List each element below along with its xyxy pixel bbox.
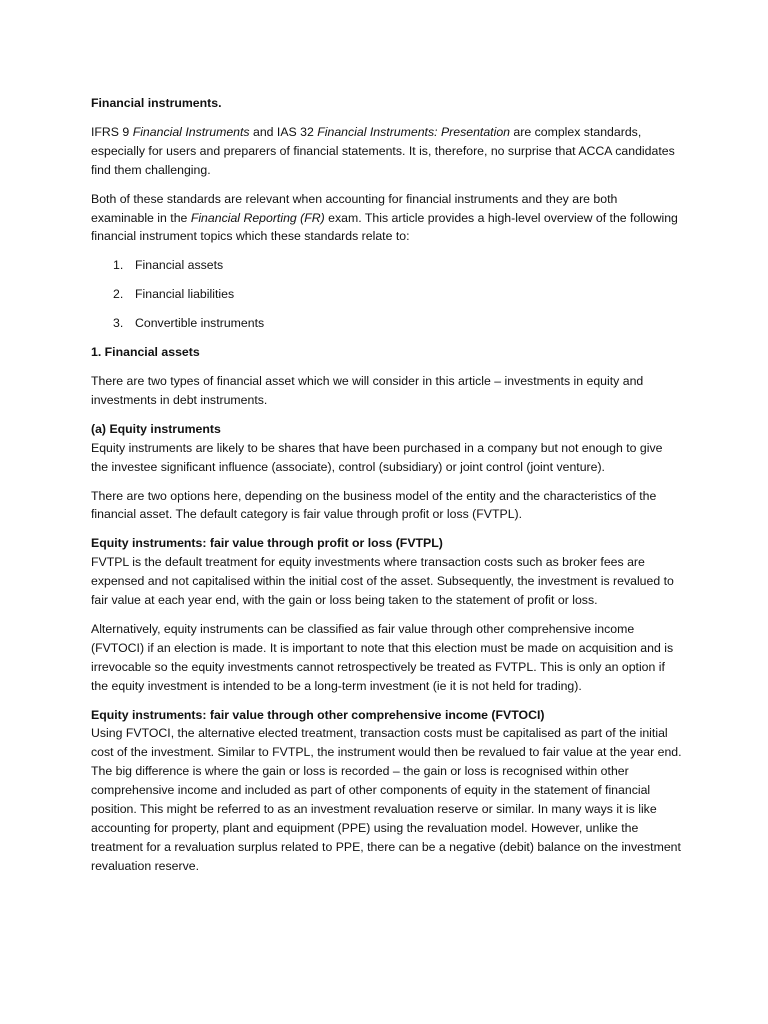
standards-italic-1: Financial Reporting (FR) xyxy=(190,210,325,225)
equity-instruments-heading: (a) Equity instruments xyxy=(91,421,221,436)
document-title: Financial instruments. xyxy=(91,96,222,110)
fvtoci-paragraph-1: Using FVTOCI, the alternative elected treatment, transaction costs must be capitalised as part of the initial cost of the investment. Similar to FVTPL, the instrument would then be revalued to fair value at the year end. The big difference is where the gain or loss is recorded – the gain or loss is recognised within other comprehensive income and included as part of other components of equity in the statement of financial position. This might be referred to as an investment revaluation reserve or similar. In many ways it is like accounting for property, plant and equipment (PPE) using the revaluation model. However, unlike the treatment for a revaluation surplus related to PPE, there can be a negative (debit) balance on the investment revaluation reserve. xyxy=(91,726,682,873)
fvtoci-heading: Equity instruments: fair value through other comprehensive income (FVTOCI) xyxy=(91,707,545,722)
standards-text-1: Both of these standards are relevant when accounting for financial instruments and they are both examinable in the xyxy=(91,191,618,225)
section-heading-financial-assets: 1. Financial assets xyxy=(91,345,200,360)
list-item xyxy=(91,285,682,304)
list-item xyxy=(91,256,682,275)
fvtpl-heading: Equity instruments: fair value through profit or loss (FVTPL) xyxy=(91,536,443,551)
intro-italic-2: Financial Instruments: Presentation xyxy=(317,124,510,139)
topics-list xyxy=(91,256,682,333)
standards-paragraph xyxy=(91,190,682,247)
intro-text-2: and IAS 32 xyxy=(249,124,318,139)
list-item-number: 3. xyxy=(113,316,124,331)
standards-text-2: exam. This article provides a high-level overview of the following financial instrument topics which these standards relate to: xyxy=(91,210,678,244)
equity-paragraph-2: There are two options here, depending on the business model of the entity and the characteristics of the financial asset. The default category is fair value through profit or loss (FVTPL). xyxy=(91,488,657,522)
list-item-number: 1. xyxy=(113,258,124,273)
list-item-label: Convertible instruments xyxy=(135,316,265,331)
list-item-number: 2. xyxy=(113,287,124,302)
list-item-label: Financial assets xyxy=(135,258,224,273)
fvtpl-paragraph-2: Alternatively, equity instruments can be classified as fair value through other comprehensive income (FVTOCI) if an election is made. It is important to note that this election must be made on acquisition and is irrevocable so the equity investments cannot retrospectively be treated as FVTPL. This is only an option if the equity investment is intended to be a long-term investment (ie it is not held for trading). xyxy=(91,621,674,693)
list-item-label: Financial liabilities xyxy=(135,287,235,302)
list-item xyxy=(91,314,682,333)
intro-text-3: are complex standards, especially for users and preparers of financial statements. It is, therefore, no surprise that ACCA candidates find them challenging. xyxy=(91,124,675,177)
intro-text-1: IFRS 9 xyxy=(91,124,133,139)
financial-assets-intro: There are two types of financial asset which we will consider in this article – investments in equity and investments in debt instruments. xyxy=(91,373,644,407)
intro-italic-1: Financial Instruments xyxy=(132,124,250,139)
equity-paragraph-1: Equity instruments are likely to be shares that have been purchased in a company but not enough to give the investee significant influence (associate), control (subsidiary) or joint control (joint venture). xyxy=(91,440,663,474)
intro-paragraph xyxy=(91,123,682,180)
fvtpl-paragraph-1: FVTPL is the default treatment for equity investments where transaction costs such as broker fees are expensed and not capitalised within the initial cost of the asset. Subsequently, the investment is revalued to fair value at each year end, with the gain or loss being taken to the statement of profit or loss. xyxy=(91,555,674,608)
